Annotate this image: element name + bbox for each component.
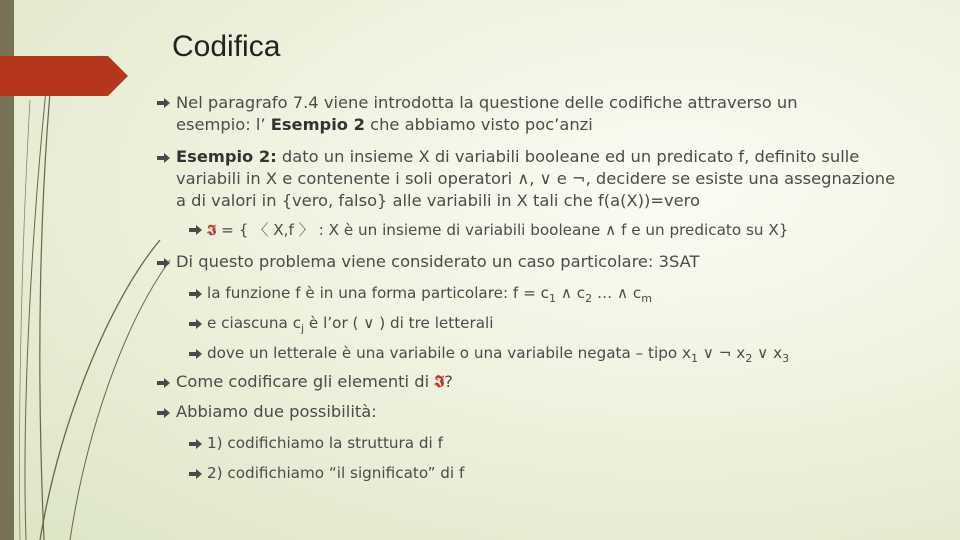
- list-item: Come codificare gli elementi di 𝕴?: [176, 372, 453, 391]
- arrow-bullet-icon: [189, 439, 202, 449]
- arrow-bullet-icon: [189, 469, 202, 479]
- arrow-bullet-icon: [189, 319, 202, 329]
- frak-symbol: 𝕴: [207, 221, 217, 239]
- frak-symbol: 𝕴: [434, 372, 445, 391]
- list-item: dove un letterale è una variabile o una variabile negata – tipo $x_1$ ∨ ¬ $x_2$ ∨ $x_3$: [207, 344, 790, 366]
- arrow-bullet-icon: [157, 98, 170, 108]
- list-item: 1) codifichiamo la struttura di f: [207, 434, 443, 452]
- list-item: la funzione f è in una forma particolare: $f = c_1$ ∧ $c_2$ … ∧ $c_m$: [207, 284, 652, 306]
- arrow-bullet-icon: [157, 258, 170, 268]
- arrow-bullet-icon: [189, 289, 202, 299]
- arrow-bullet-icon: [157, 378, 170, 388]
- list-item: Nel paragrafo 7.4 viene introdotta la questione delle codifiche attraverso un esempio: l’ Esempio 2 che abbiamo visto poc’anzi: [176, 93, 798, 134]
- arrow-bullet-icon: [157, 153, 170, 163]
- list-item: 𝕴 = { 〈 X,f 〉 : X è un insieme di variabili booleane ∧ f e un predicato su X}: [207, 221, 789, 239]
- list-item: e ciascuna $c_j$ è l’or ( ∨ ) di tre letterali: [207, 314, 494, 336]
- arrow-bullet-icon: [157, 408, 170, 418]
- arrow-bullet-icon: [189, 349, 202, 359]
- arrow-bullet-icon: [189, 225, 202, 235]
- slide-title: Codifica: [172, 30, 281, 63]
- list-item: Di questo problema viene considerato un caso particolare: 3SAT: [176, 252, 700, 271]
- list-item: Abbiamo due possibilità:: [176, 402, 377, 421]
- list-item: 2) codifichiamo “il significato” di f: [207, 464, 465, 482]
- list-item: Esempio 2: dato un insieme X di variabili booleane ed un predicato f, definito sulle variabili in X e contenente i soli operatori ∧, ∨ e ¬, decidere se esiste una assegnazione a di valori in {vero, falso} alle variabili in X tali che f(a(X))=vero: [176, 147, 896, 210]
